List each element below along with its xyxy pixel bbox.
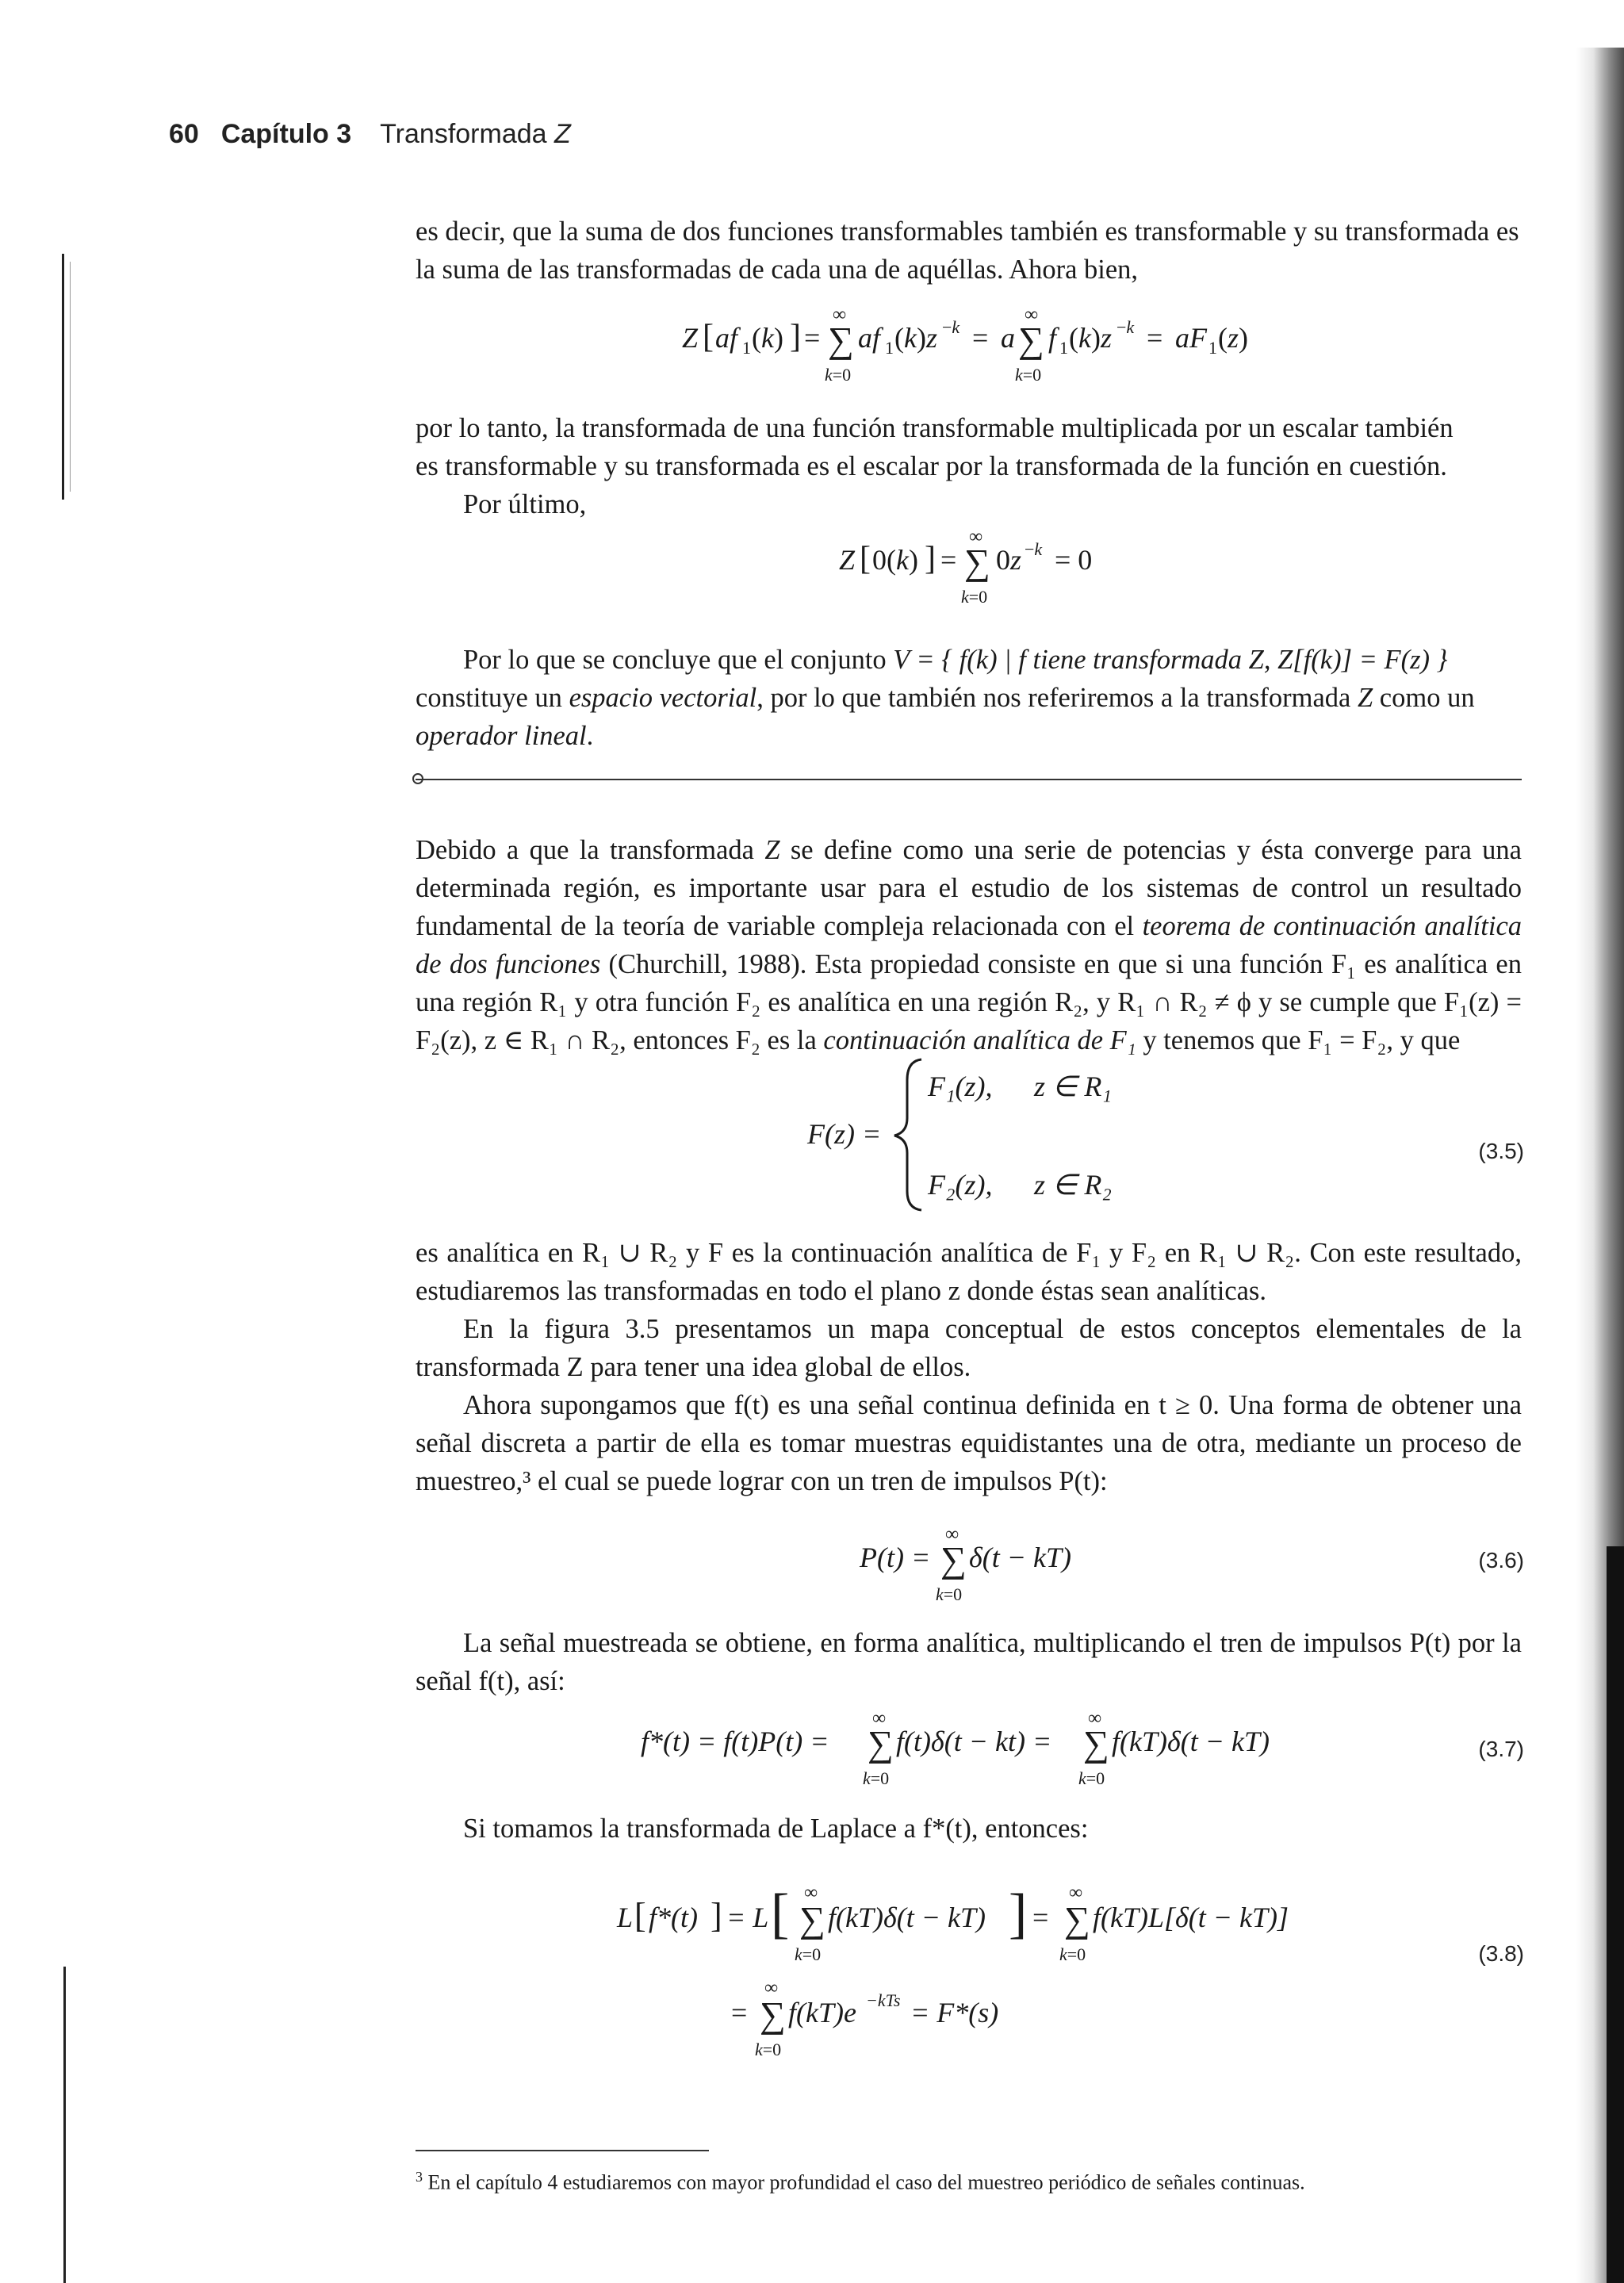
eq-term: aF [1175,322,1207,354]
eq-equals: = [940,544,957,576]
equation-graphic [0,523,1624,611]
eq-term: = L [726,1902,769,1933]
equation-graphic [0,1045,1624,1220]
equation-number: (3.7) [1478,1737,1524,1761]
eq-equals: = [804,322,821,354]
eq-sum-sign: ∑ [1083,1723,1109,1764]
eq-sum-upper: ∞ [945,1524,959,1545]
eq-sum-sign: ∑ [940,1539,967,1580]
eq-sum-sign: ∑ [1064,1899,1090,1940]
eq-sum-upper: ∞ [804,1883,818,1903]
text-run: (Churchill, 1988). Esta propiedad consiste en que si una función F₁ es analítica en una región R₁ y otra función F₂ es analítica en una región R₂, y R₁ ∩ R₂ ≠ ϕ y se cumple que F₁(z) = F₂(z), z ∈ R₁ ∩ R₂, entonces F₂ es la [416,949,1522,1055]
eq-sum-upper: ∞ [1069,1883,1083,1903]
eq-bracket: [ [703,319,714,355]
eq-term: f*(t) = f(t)P(t) = [641,1726,829,1757]
eq-equals: = [1032,1902,1049,1933]
paragraph [416,831,1522,1059]
footnote-mark: 3 [416,2169,423,2185]
equation-scalar-linearity [0,301,1624,389]
eq-superscript: −kTs [866,1990,901,2010]
text-run: constituye un [416,683,569,713]
eq-term: (k)z [1069,322,1112,354]
eq-term: Z [682,322,699,354]
eq-superscript: −k [942,317,960,337]
page-number: 60 [169,119,199,149]
equation-3-8 [0,1864,1624,2070]
text-line [416,679,1522,717]
eq-sum-upper: ∞ [833,305,847,325]
eq-sum-sign: ∑ [1018,320,1044,360]
text-line: Si tomamos la transformada de Laplace a f*(t), entonces: [463,1814,1089,1844]
eq-sum-upper: ∞ [1025,305,1039,325]
eq-sum-lower: k=0 [1078,1768,1105,1788]
eq-cond-1: z ∈ R₁ [1034,1071,1112,1102]
eq-term: (z) [1218,322,1249,354]
text-line: es decir, que la suma de dos funciones transformables también es transformable y su transformada es [416,216,1519,247]
eq-brace [894,1059,921,1210]
eq-term: f [1048,322,1057,354]
eq-term: (k)z [894,322,937,354]
eq-lhs: F(z) = [807,1118,882,1150]
eq-term: f(kT)L[δ(t − kT)] [1093,1902,1289,1933]
eq-term: 0z [996,544,1022,576]
paragraph [416,213,1522,289]
text-line [416,831,1522,1059]
equation-graphic [0,301,1624,389]
equation-graphic [0,1864,1624,2070]
text-run: . [586,721,594,751]
footnote-text: En el capítulo 4 estudiaremos con mayor profundidad el caso del muestreo periódico de señales continuas. [427,2170,1305,2194]
eq-sum-upper: ∞ [1088,1708,1102,1729]
eq-term: δ(t − kT) [969,1542,1072,1573]
eq-superscript: −k [1025,539,1043,559]
eq-term: Z [839,544,856,576]
text-line: por lo tanto, la transformada de una función transformable multiplicada por un escalar también [416,413,1454,443]
chapter-label: Capítulo 3 [220,119,352,149]
variable: Z [764,835,780,865]
eq-term: af [858,322,881,354]
text-run: Debido a que la transformada [416,835,765,865]
eq-sum-lower: k=0 [1059,1944,1086,1964]
text-run: y tenemos que F₁ = F₂, y que [1136,1025,1461,1055]
eq-equals: = [972,322,989,354]
paragraph [416,1234,1522,1500]
equation-3-6 [0,1521,1624,1608]
eq-term: (k) [752,322,783,354]
paragraph [416,1624,1522,1700]
equation-number: (3.6) [1478,1548,1524,1572]
eq-sum-upper: ∞ [764,1978,779,1998]
eq-term: L [617,1902,634,1933]
text-line: En la figura 3.5 presentamos un mapa conceptual de estos conceptos elementales de la transformada Z para tener una idea global de ellos. [416,1314,1522,1382]
eq-bracket: [ [860,541,871,577]
paragraph [416,409,1522,523]
eq-sum-sign: ∑ [760,1994,786,2035]
text-line: es transformable y su transformada es el escalar por la transformada de la función en cuestión. [416,451,1447,481]
equation-zero-element [0,523,1624,611]
eq-case-2: F₂(z), [928,1169,993,1201]
variable: Z [1357,683,1373,713]
eq-term: = F*(s) [910,1997,999,2028]
eq-subscript: 1 [1059,338,1068,358]
eq-subscript: 1 [1208,338,1217,358]
eq-sum-lower: k=0 [961,587,988,607]
eq-equals: = 0 [1055,544,1093,576]
eq-term: f(kT)δ(t − kT) [828,1902,986,1933]
eq-term: f(kT)δ(t − kT) [1112,1726,1270,1757]
eq-subscript: 1 [742,338,751,358]
eq-equals: = [731,1997,748,2028]
eq-superscript: −k [1116,317,1135,337]
eq-equals: = [1147,322,1163,354]
equation-graphic [0,1521,1624,1608]
set-notation: V = { f(k) | f tiene transformada Z, Z[f(k)] = F(z) } [893,645,1448,675]
eq-sum-upper: ∞ [969,527,983,547]
eq-sum-sign: ∑ [964,542,990,582]
text-line [416,641,1522,679]
emphasis: continuación analítica de F₁ [823,1025,1136,1055]
text-line: Ahora supongamos que f(t) es una señal continua definida en t ≥ 0. Una forma de obtener una señal discreta a partir de ella es tomar muestras equidistantes una de otra, mediante un proceso de muestreo,³ el cual se puede lograr con un tren de impulsos P(t): [416,1390,1522,1496]
eq-sum-lower: k=0 [936,1584,963,1604]
equation-3-5 [0,1045,1624,1220]
eq-sum-lower: k=0 [863,1768,890,1788]
eq-bracket: [ [634,1896,646,1935]
footnote-rule [416,2150,709,2151]
eq-term: a [1001,322,1015,354]
text-line: la suma de las transformadas de cada una de aquéllas. Ahora bien, [416,255,1139,285]
eq-sum-sign: ∑ [868,1723,894,1764]
eq-term: f(kT)e [788,1997,856,2028]
text-run: , por lo que también nos referiremos a la transformada [756,683,1358,713]
paragraph [416,641,1522,755]
text-line: es analítica en R₁ ∪ R₂ y F es la continuación analítica de F₁ y F₂ en R₁ ∪ R₂. Con este resultado, estudiaremos las transformadas en todo el plano z donde éstas sean analíticas. [416,1238,1522,1306]
eq-term: f*(t) [649,1902,698,1933]
equation-graphic [0,1705,1624,1792]
eq-sum-sign: ∑ [799,1899,825,1940]
eq-term: 0(k) [872,544,918,576]
eq-term: f(t)δ(t − kt) = [896,1726,1052,1757]
text-line: Por último, [463,489,587,519]
emphasis: espacio vectorial [569,683,757,713]
text-run: se define como una serie de potencias y ésta converge para una determinada región, es importante usar para el estudio de los sistemas de control un resultado fundamental de la teoría de variable compleja relacionada con el [416,835,1522,941]
eq-term: af [715,322,738,354]
eq-bracket: ] [710,1896,722,1935]
equation-3-7 [0,1705,1624,1792]
section-separator [416,779,1522,780]
eq-cond-2: z ∈ R₂ [1034,1169,1112,1201]
emphasis: teorema de continuación analítica de dos funciones [416,911,1522,979]
eq-subscript: 1 [885,338,894,358]
eq-bracket: ] [925,541,936,577]
text-run: como un [1373,683,1475,713]
text-line: La señal muestreada se obtiene, en forma analítica, multiplicando el tren de impulsos P(t) por la señal f(t), así: [416,1628,1522,1696]
eq-bracket-large: [ [771,1883,790,1944]
eq-sum-lower: k=0 [795,1944,822,1964]
eq-term: P(t) = [860,1542,931,1573]
equation-number: (3.5) [1478,1139,1524,1163]
footnote [416,2169,1305,2195]
eq-bracket-large: ] [1009,1883,1028,1944]
paragraph [416,1810,1522,1848]
eq-case-1: F₁(z), [928,1071,993,1102]
eq-sum-upper: ∞ [872,1708,887,1729]
text-run: Por lo que se concluye que el conjunto [463,645,894,675]
running-header [169,119,571,150]
section-title-variable: Z [554,119,571,149]
text-line [416,717,1522,755]
eq-sum-lower: k=0 [755,2040,782,2059]
eq-sum-lower: k=0 [825,365,852,385]
eq-sum-lower: k=0 [1015,365,1042,385]
eq-bracket: ] [790,319,801,355]
emphasis: operador lineal [416,721,587,751]
equation-number: (3.8) [1478,1941,1524,1966]
eq-sum-sign: ∑ [828,320,854,360]
section-title: Transformada [380,119,547,149]
